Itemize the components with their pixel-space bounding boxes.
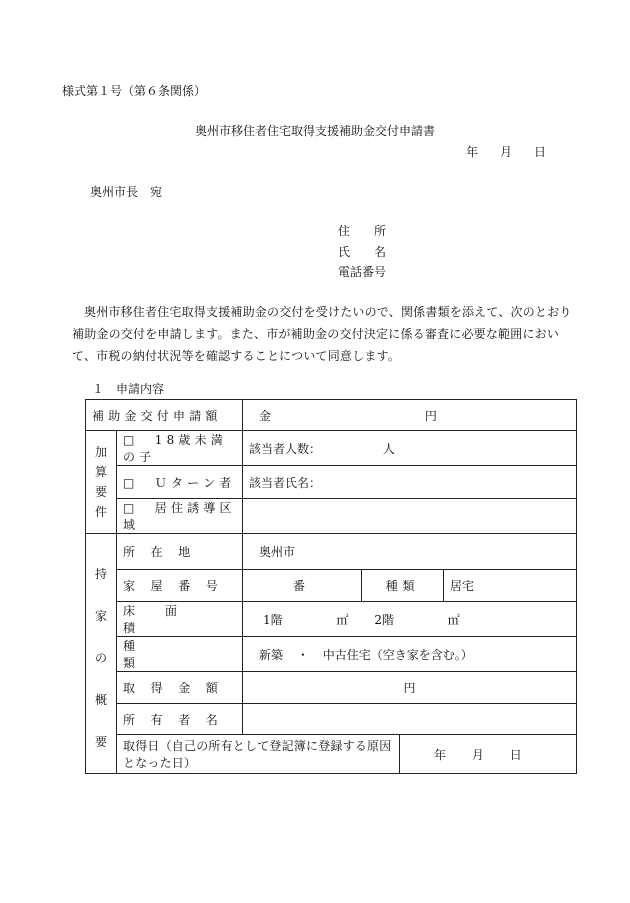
house-group-label: 持 家 の 概 要: [86, 534, 117, 774]
owner-field[interactable]: [243, 704, 577, 735]
type-separator: ・: [296, 647, 309, 662]
building-type-label: 種類: [117, 637, 243, 672]
person-unit: 人: [382, 441, 395, 456]
location-value: 奥州市: [259, 545, 296, 559]
statement-paragraph: 奥州市移住者住宅取得支援補助金の交付を受けたいので、関係書類を添えて、次のとおり補助金の交付を申請します。また、市が補助金の交付決定に係る審査に必要な範囲において、市税の納付状況等を確認することについて同意します。: [72, 305, 572, 363]
floor-area-row: [86, 602, 577, 637]
zone-field[interactable]: [243, 499, 577, 534]
under18-count-field[interactable]: [243, 431, 577, 466]
floor2-label: 2階: [374, 612, 394, 627]
checkbox-uturn[interactable]: □ Ｕターン者: [117, 466, 243, 499]
addressee: 奥州市長 宛: [90, 185, 163, 199]
applicant-phone-label: 電話番号: [338, 265, 387, 279]
date-year: 年: [466, 145, 479, 159]
acq-year: 年: [434, 747, 447, 762]
price-yen: 円: [403, 681, 416, 695]
floor-area-field[interactable]: [243, 602, 577, 637]
type-used-option[interactable]: 中古住宅（空き家を含む。）: [322, 647, 473, 662]
uturn-name-field[interactable]: [243, 466, 577, 499]
floor-area-label: 床面積: [117, 602, 243, 637]
acquisition-date-label: 取得日（自己の所有として登記簿に登録する原因となった日）: [117, 735, 400, 774]
requirements-group-label: 加 算 要 件: [86, 431, 117, 534]
location-row: [86, 534, 577, 570]
under18-count-label: 該当者人数：: [249, 441, 322, 456]
acq-month: 月: [471, 747, 484, 762]
grant-amount-yen: 円: [424, 408, 437, 423]
checkbox-residential-zone[interactable]: □ 居住誘導区域: [117, 499, 243, 534]
building-type-row: [86, 637, 577, 672]
floor2-unit: ㎡: [447, 612, 460, 627]
form-number: 様式第１号（第６条関係）: [62, 84, 207, 98]
applicant-name-label: 氏 名: [338, 245, 387, 259]
price-row: [86, 672, 577, 704]
house-number-row: [86, 570, 577, 602]
type-new-option[interactable]: 新築: [259, 647, 284, 662]
acquisition-date-row: [86, 735, 577, 774]
acquisition-date-field[interactable]: [400, 735, 577, 774]
section-heading: １ 申請内容: [92, 382, 165, 396]
requirement-row-uturn: [86, 466, 577, 499]
location-label: 所在地: [117, 534, 243, 570]
floor1-unit: ㎡: [336, 612, 349, 627]
date-day: 日: [534, 145, 547, 159]
location-field[interactable]: [243, 534, 577, 570]
applicant-address-label: 住 所: [338, 224, 387, 238]
application-table: [85, 399, 577, 774]
house-number-label: 家屋番号: [117, 570, 243, 602]
acq-day: 日: [509, 747, 522, 762]
grant-amount-prefix: 金: [259, 408, 272, 423]
application-date: [466, 143, 546, 160]
kind-value: 居宅: [444, 570, 577, 602]
owner-row: [86, 704, 577, 735]
kind-label: 種類: [362, 570, 444, 602]
house-number-field[interactable]: [243, 570, 362, 602]
floor1-label: 1階: [263, 612, 283, 627]
grant-amount-row: [86, 400, 577, 431]
owner-label: 所有者名: [117, 704, 243, 735]
house-number-unit: 番: [293, 579, 306, 593]
building-type-field[interactable]: [243, 637, 577, 672]
date-month: 月: [500, 145, 513, 159]
checkbox-under18-child[interactable]: □ 18歳未満の子: [117, 431, 243, 466]
requirement-row-zone: [86, 499, 577, 534]
price-label: 取得金額: [117, 672, 243, 704]
form-title: 奥州市移住者住宅取得支援補助金交付申請書: [194, 124, 435, 138]
grant-amount-field[interactable]: [243, 400, 577, 431]
price-field[interactable]: [243, 672, 577, 704]
requirement-row-under18: [86, 431, 577, 466]
uturn-name-label: 該当者氏名：: [249, 475, 322, 490]
grant-amount-label: 補助金交付申請額: [86, 400, 243, 431]
